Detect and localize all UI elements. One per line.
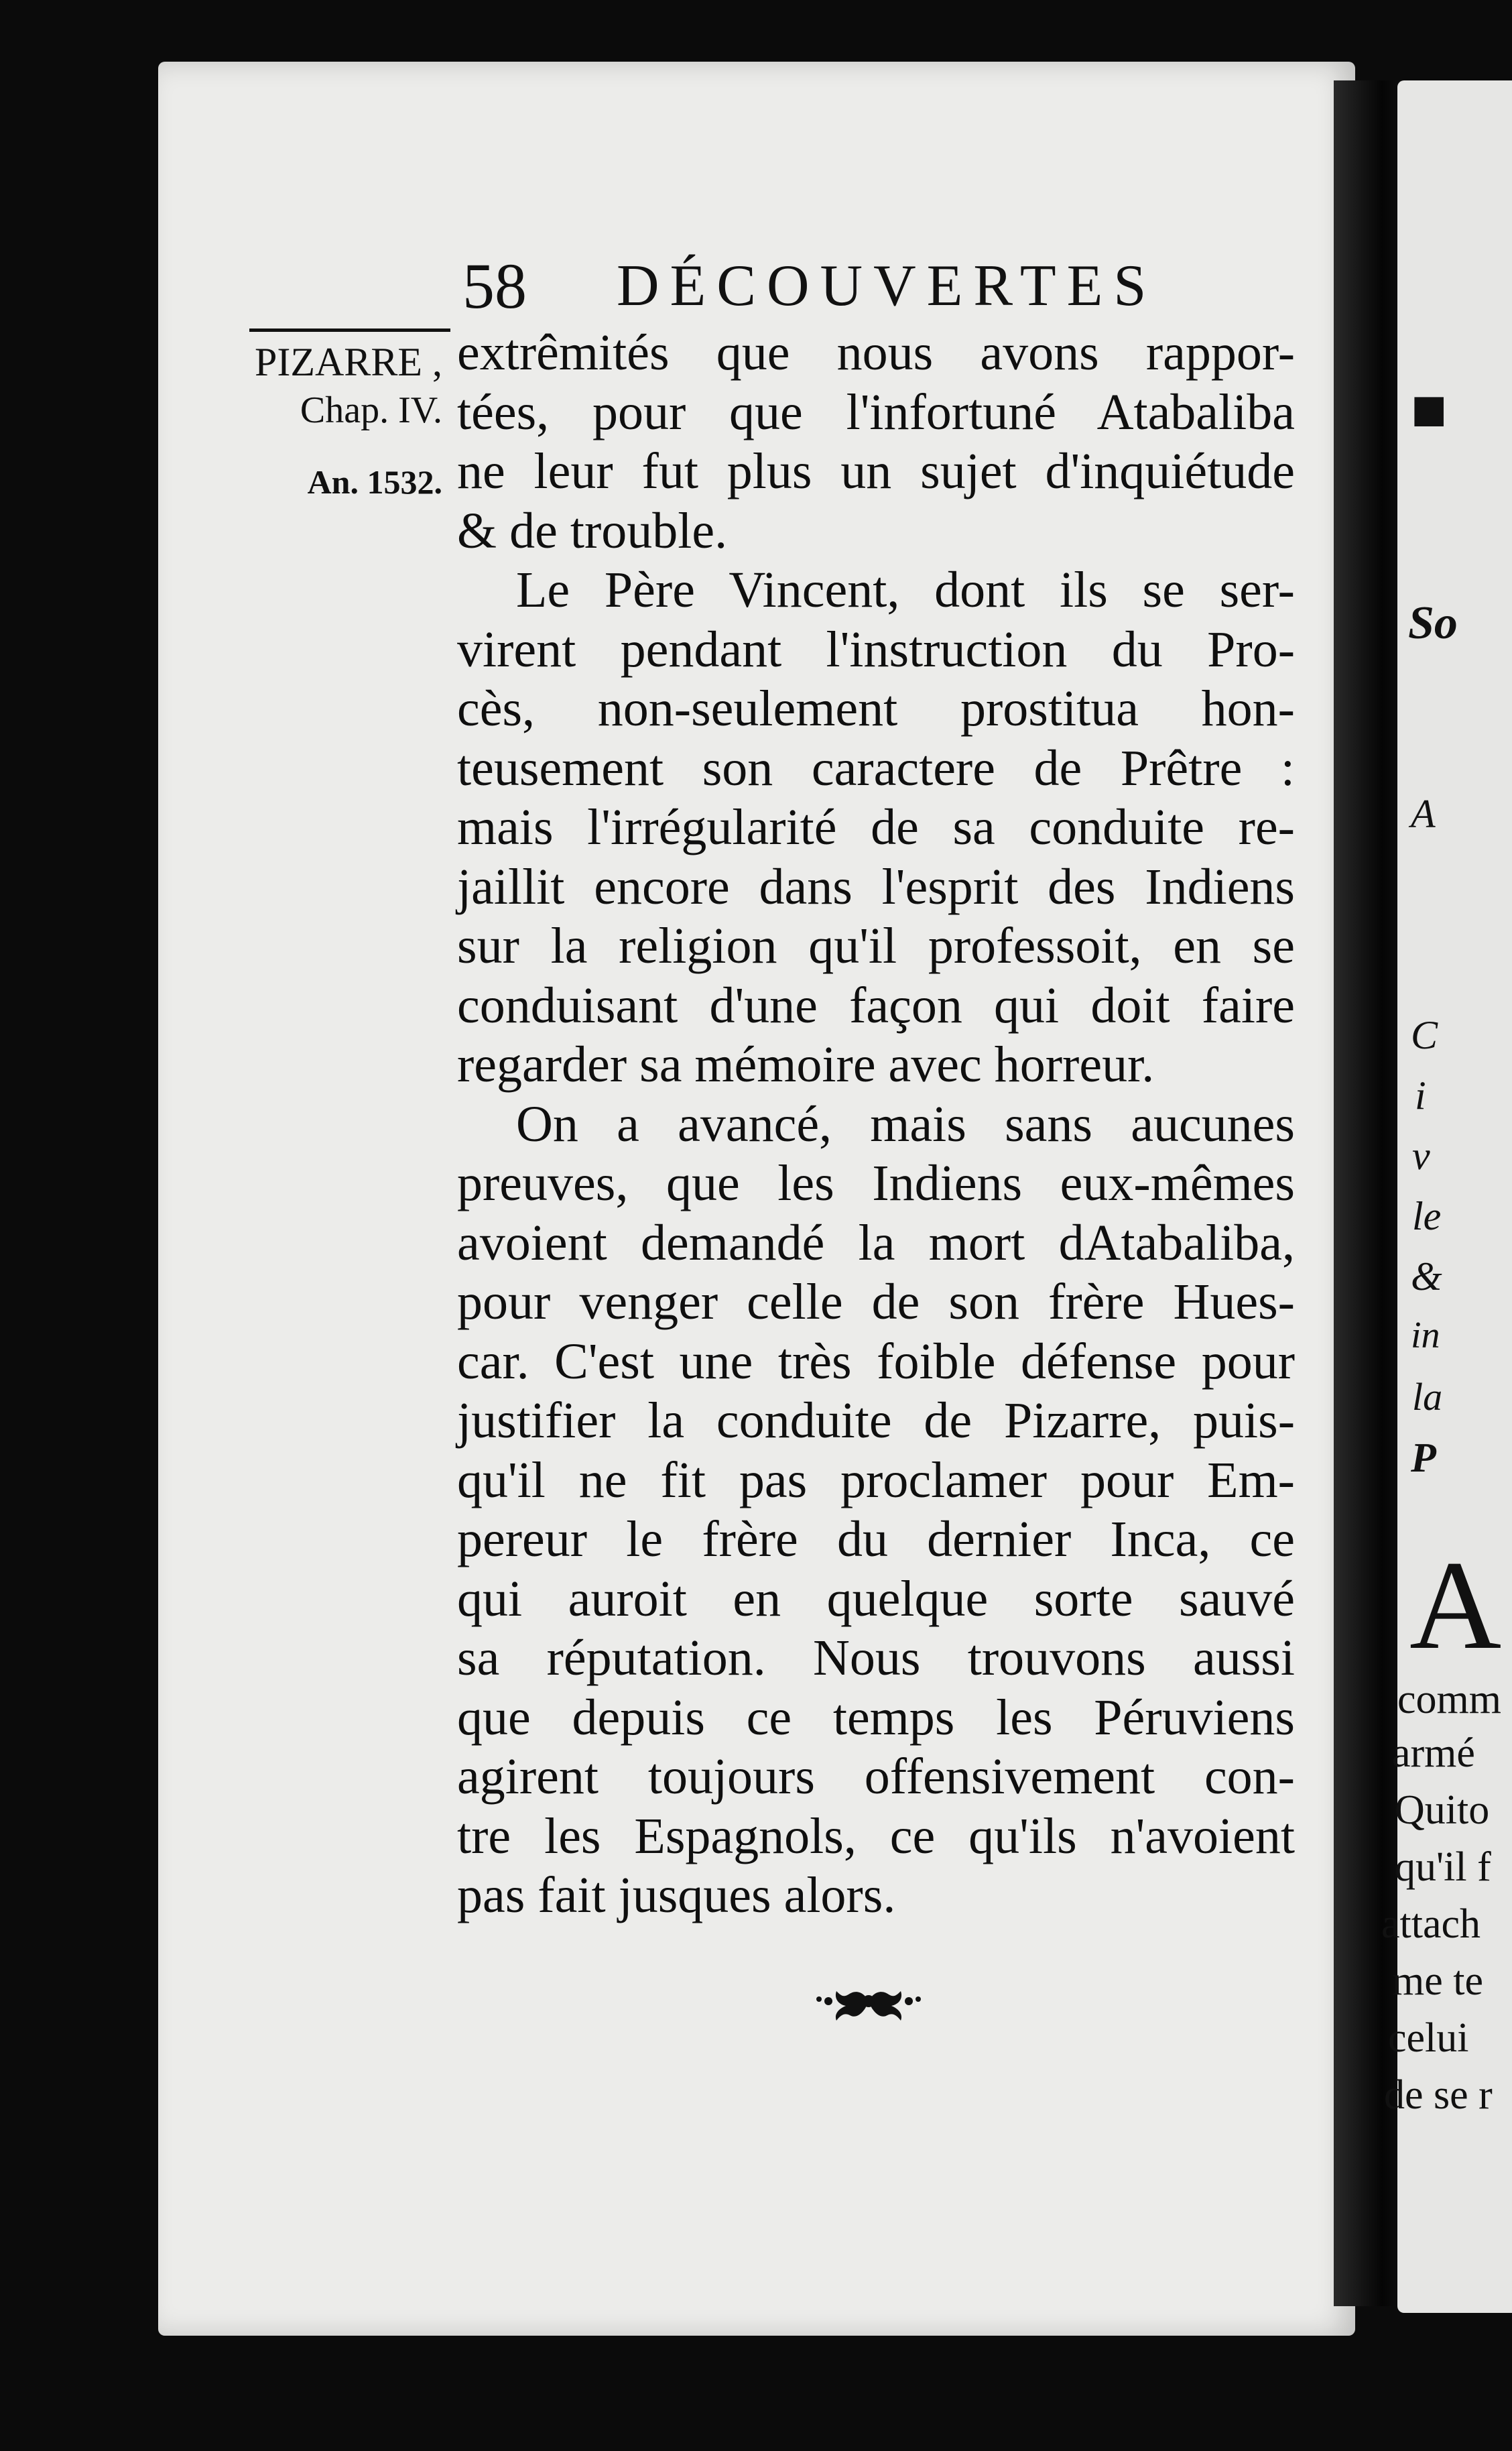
- text-line: agirent toujours offensivement con-: [457, 1748, 1295, 1805]
- margin-note-chapter: Chap. IV.: [300, 390, 442, 431]
- page-header: [462, 249, 1173, 323]
- text-line: On a avancé, mais sans aucunes: [516, 1095, 1295, 1152]
- facing-page-line: &: [1411, 1254, 1442, 1299]
- text-line: sa réputation. Nous trouvons aussi: [457, 1630, 1295, 1686]
- text-line: conduisant d'une façon qui doit faire: [457, 977, 1295, 1034]
- text-line: tre les Espagnols, ce qu'ils n'avoient: [457, 1807, 1295, 1864]
- running-title: DÉCOUVERTES: [617, 253, 1157, 318]
- facing-page-line: So: [1408, 597, 1458, 649]
- text-line: teusement son caractere de Prêtre :: [457, 739, 1295, 796]
- facing-page-line: armé: [1392, 1730, 1475, 1776]
- text-line: que depuis ce temps les Péruviens: [457, 1689, 1295, 1746]
- facing-page-line: i: [1415, 1073, 1426, 1118]
- text-line: preuves, que les Indiens eux-mêmes: [457, 1155, 1295, 1211]
- facing-page-line: qu'il f: [1395, 1844, 1491, 1890]
- text-line: pour venger celle de son frère Hues-: [457, 1274, 1295, 1330]
- text-line: justifier la conduite de Pizarre, puis-: [457, 1392, 1295, 1449]
- text-line: qui auroit en quelque sorte sauvé: [457, 1570, 1295, 1627]
- fleuron-ornament-icon: [802, 1971, 936, 2031]
- text-line: tées, pour que l'infortuné Atabaliba: [457, 383, 1295, 440]
- text-line: pas fait jusques alors.: [457, 1867, 896, 1923]
- facing-page-line: P: [1411, 1435, 1436, 1481]
- text-line: mais l'irrégularité de sa conduite re-: [457, 799, 1295, 855]
- main-text: [457, 323, 1295, 1925]
- text-line: pereur le frère du dernier Inca, ce: [457, 1511, 1295, 1567]
- facing-page-line: la: [1412, 1375, 1443, 1419]
- text-line: ne leur fut plus un sujet d'inquiétude: [457, 443, 1295, 499]
- text-line: car. C'est une très foible défense pour: [457, 1333, 1295, 1390]
- facing-page-edge: ■ So A C i v le & in la P A comm armé Quito qu'il f attach me te celui de se r: [1397, 80, 1512, 2313]
- text-line: avoient demandé la mort dAtabaliba,: [457, 1214, 1295, 1271]
- facing-page-line: v: [1412, 1134, 1430, 1178]
- text-line: jaillit encore dans l'esprit des Indiens: [457, 858, 1295, 915]
- facing-page-line: le: [1412, 1194, 1442, 1238]
- text-line: extrêmités que nous avons rappor-: [457, 324, 1295, 381]
- text-line: sur la religion qu'il professoit, en se: [457, 918, 1295, 974]
- margin-note-year: An. 1532.: [307, 463, 442, 501]
- facing-page-line: in: [1411, 1315, 1440, 1356]
- facing-page-line: Quito: [1395, 1787, 1490, 1833]
- facing-page-line: C: [1411, 1013, 1438, 1057]
- margin-rule: [249, 328, 450, 332]
- page-number: 58: [462, 250, 527, 322]
- facing-page-line: attach: [1381, 1901, 1481, 1947]
- text-line: regarder sa mémoire avec horreur.: [457, 1036, 1155, 1093]
- text-line: cès, non-seulement prostitua hon-: [457, 680, 1295, 737]
- text-line: Le Père Vincent, dont ils se ser-: [516, 562, 1295, 618]
- margin-note-name: PIZARRE ,: [254, 340, 442, 384]
- facing-page-line: comm: [1397, 1677, 1501, 1722]
- paragraph: [457, 323, 1295, 560]
- facing-page-line: A: [1411, 792, 1436, 836]
- paragraph: [457, 1095, 1295, 1925]
- facing-page-line: de se r: [1384, 2072, 1493, 2118]
- text-line: & de trouble.: [457, 502, 728, 559]
- text-line: virent pendant l'instruction du Pro-: [457, 621, 1295, 678]
- facing-page-line: me te: [1392, 1958, 1483, 2004]
- drop-cap-glyph: A: [1409, 1535, 1502, 1676]
- facing-page-line: celui: [1388, 2015, 1469, 2061]
- paragraph: [457, 560, 1295, 1095]
- text-line: qu'il ne fit pas proclamer pour Em-: [457, 1451, 1295, 1508]
